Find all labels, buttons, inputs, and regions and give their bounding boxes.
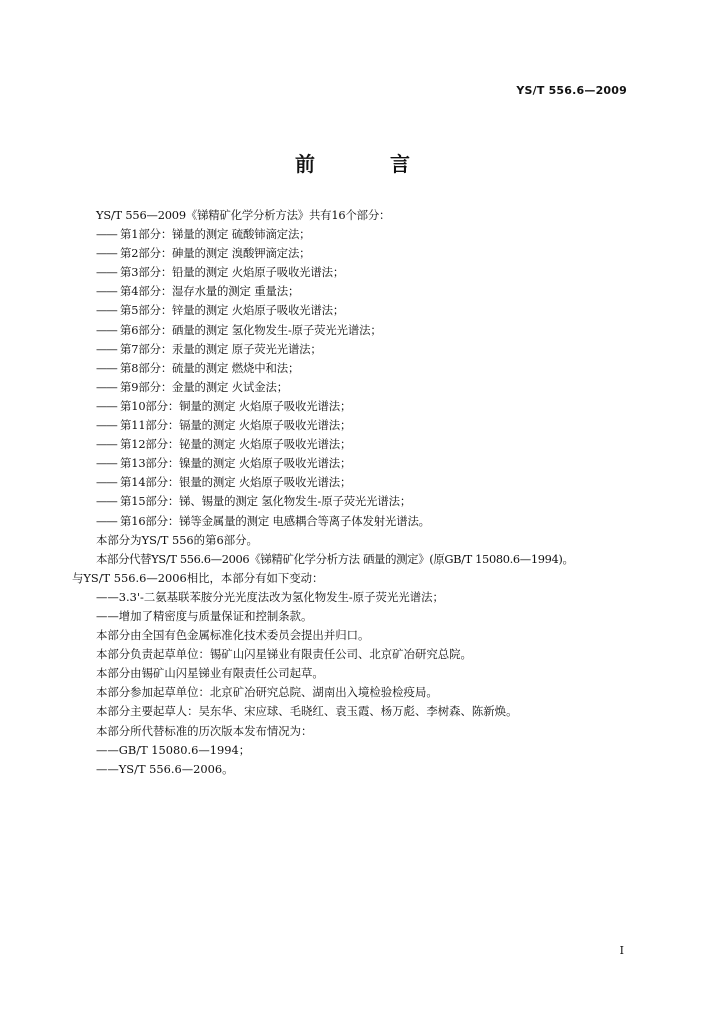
main-drafters: 本部分主要起草人：吴东华、宋应球、毛晓红、袁玉霞、杨万彪、李树森、陈新焕。 [96, 704, 518, 719]
page-number: I [619, 944, 624, 957]
drafted-by: 本部分由锡矿山闪星锑业有限责任公司起草。 [96, 666, 324, 681]
list-item: —— 第4部分：湿存水量的测定 重量法； [96, 284, 300, 299]
replaces-statement: 本部分代替YS/T 556.6—2006《锑精矿化学分析方法 硒量的测定》(原GB/T 15080.6—1994)。 [96, 551, 574, 566]
list-item: —— 第10部分：铜量的测定 火焰原子吸收光谱法； [96, 398, 352, 413]
list-item: —— 第9部分：金量的测定 火试金法； [96, 379, 288, 394]
parts-list [96, 225, 656, 531]
responsible-drafting-unit: 本部分负责起草单位：锡矿山闪星锑业有限责任公司、北京矿冶研究总院。 [96, 647, 472, 662]
intro-line: YS/T 556—2009《锑精矿化学分析方法》共有16个部分： [96, 208, 391, 222]
list-item: —— 第12部分：铋量的测定 火焰原子吸收光谱法； [96, 437, 352, 452]
list-item: —— 第7部分：汞量的测定 原子荧光光谱法； [96, 341, 322, 356]
list-item: —— 第11部分：镉量的测定 火焰原子吸收光谱法； [96, 418, 352, 433]
history-intro: 本部分所代替标准的历次版本发布情况为： [96, 723, 313, 738]
list-item: —— 第3部分：铅量的测定 火焰原子吸收光谱法； [96, 265, 345, 280]
change-item: ——增加了精密度与质量保证和控制条款。 [96, 608, 313, 623]
list-item: —— 第13部分：镍量的测定 火焰原子吸收光谱法； [96, 456, 352, 471]
proposed-by: 本部分由全国有色金属标准化技术委员会提出并归口。 [96, 628, 370, 643]
foreword-body [72, 206, 656, 779]
change-item: ——3.3'-二氨基联苯胺分光光度法改为氢化物发生-原子荧光光谱法； [96, 589, 444, 604]
list-item: —— 第6部分：硒量的测定 氢化物发生-原子荧光光谱法； [96, 322, 382, 337]
participating-units: 本部分参加起草单位：北京矿冶研究总院、湖南出入境检验检疫局。 [96, 685, 438, 700]
list-item: —— 第15部分：锑、锡量的测定 氢化物发生-原子荧光光谱法； [96, 494, 412, 509]
history-item: ——GB/T 15080.6—1994； [96, 742, 251, 757]
list-item: —— 第14部分：银量的测定 火焰原子吸收光谱法； [96, 475, 352, 490]
list-item: —— 第5部分：锌量的测定 火焰原子吸收光谱法； [96, 303, 345, 318]
list-item: —— 第1部分：锑量的测定 硫酸铈滴定法； [96, 227, 311, 242]
standard-code: YS/T 556.6—2009 [516, 84, 627, 97]
page-title: 前 言 [295, 152, 444, 176]
history-item: ——YS/T 556.6—2006。 [96, 761, 234, 776]
list-item: —— 第8部分：硫量的测定 燃烧中和法； [96, 360, 300, 375]
list-item: —— 第16部分：锑等金属量的测定 电感耦合等离子体发射光谱法。 [96, 513, 430, 528]
changes-intro: 与YS/T 556.6—2006相比，本部分有如下变动： [72, 570, 324, 585]
part-of-statement: 本部分为YS/T 556的第6部分。 [96, 532, 258, 547]
list-item: —— 第2部分：砷量的测定 溴酸钾滴定法； [96, 246, 311, 261]
